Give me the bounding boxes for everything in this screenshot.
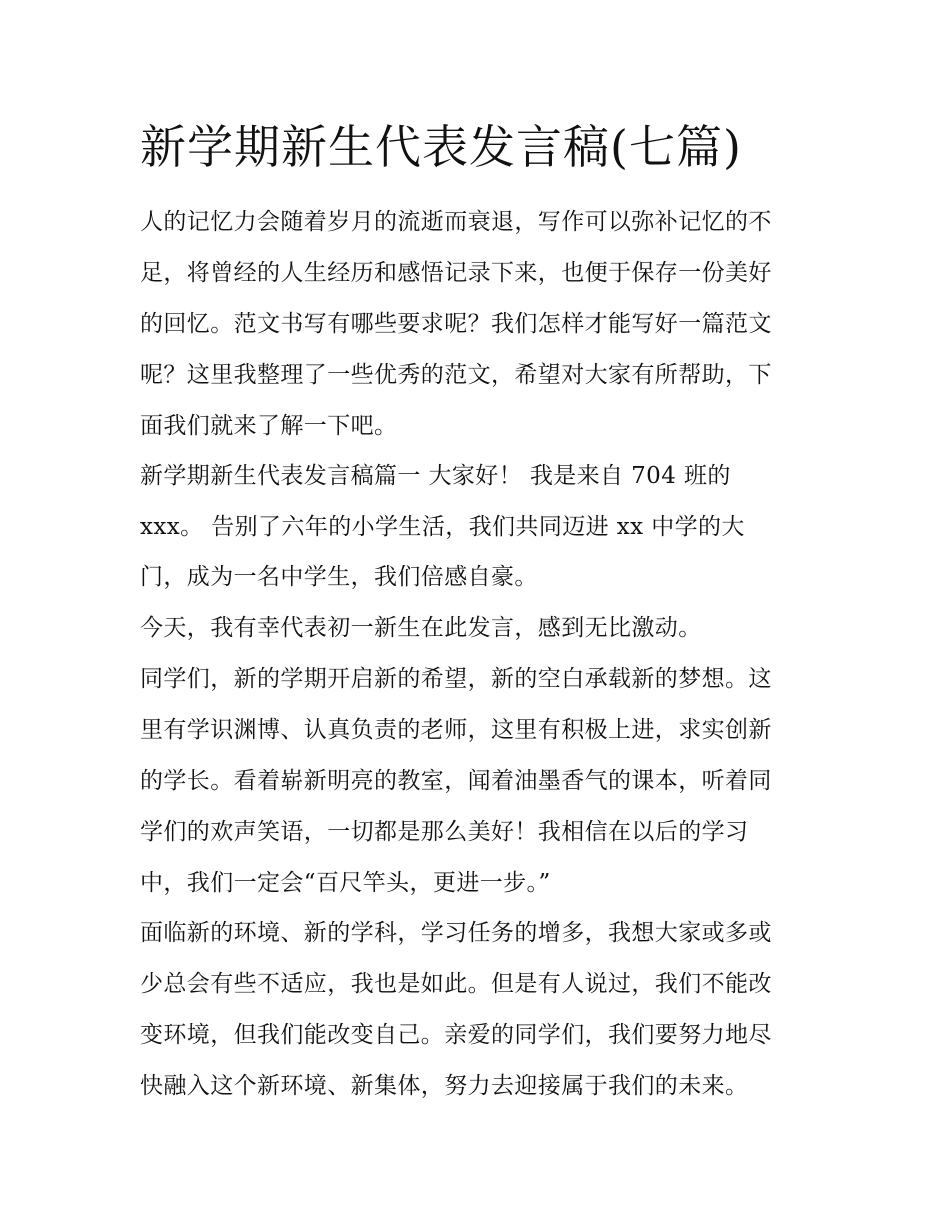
text-line: 门，成为一名中学生，我们倍感自豪。 [140, 564, 538, 590]
text-line: 今天，我有幸代表初一新生在此发言，感到无比激动。 [140, 615, 702, 641]
text-line: 新学期新生代表发言稿篇一 大家好！ 我是来自 704 班的 [140, 463, 731, 489]
text-line: 中，我们一定会“百尺竿头，更进一步。” [140, 870, 551, 896]
text-line: 的回忆。范文书写有哪些要求呢？我们怎样才能写好一篇范文 [140, 311, 772, 337]
document-title: 新学期新生代表发言稿(七篇) [140, 120, 742, 174]
text-line: 变环境，但我们能改变自己。亲爱的同学们，我们要努力地尽 [140, 1022, 772, 1048]
text-line: 呢？这里我整理了一些优秀的范文，希望对大家有所帮助，下 [140, 362, 772, 388]
text-line: xxx。 告别了六年的小学生活，我们共同迈进 xx 中学的大 [140, 514, 745, 540]
text-line: 足，将曾经的人生经历和感悟记录下来，也便于保存一份美好 [140, 260, 772, 286]
text-line: 面我们就来了解一下吧。 [140, 413, 398, 439]
text-line: 学们的欢声笑语，一切都是那么美好！我相信在以后的学习 [140, 819, 749, 845]
text-line: 快融入这个新环境、新集体，努力去迎接属于我们的未来。 [140, 1073, 749, 1099]
text-line: 的学长。看着崭新明亮的教室，闻着油墨香气的课本，听着同 [140, 768, 772, 794]
text-line: 里有学识渊博、认真负责的老师，这里有积极上进，求实创新 [140, 717, 772, 743]
text-line: 少总会有些不适应，我也是如此。但是有人说过，我们不能改 [140, 971, 772, 997]
text-line: 同学们，新的学期开启新的希望，新的空白承载新的梦想。这 [140, 666, 772, 692]
text-line: 面临新的环境、新的学科，学习任务的增多，我想大家或多或 [140, 920, 772, 946]
text-line: 人的记忆力会随着岁月的流逝而衰退，写作可以弥补记忆的不 [140, 209, 772, 235]
